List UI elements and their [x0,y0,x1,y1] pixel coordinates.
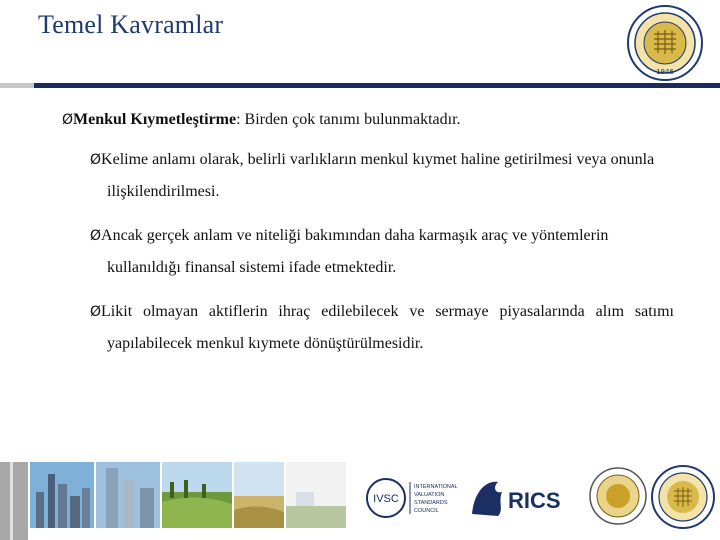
rics-lion-icon [468,474,578,522]
bullet-3-text: Likit olmayan aktiflerin ihraç edilebilecek ve sermaye piyasalarında alım satımı yapılabilecek menkul kıymete dönüştürülmesidir. [101,303,674,352]
main-definition: : Birden çok tanımı bulunmaktadır. [236,111,461,128]
arrow-bullet-icon: Ø [90,228,102,244]
ivsc-sub-4: COUNCIL [414,508,439,514]
main-point [62,108,674,132]
arrow-bullet-icon: Ø [90,304,102,320]
footer-gray-stripe [10,462,13,540]
countryside-photo [162,462,232,528]
footer-gray-bar [0,462,28,540]
header-divider-left [0,83,34,88]
slide-content [62,108,674,360]
ankara-university-logo [626,4,704,82]
header-divider [34,83,720,88]
bullet-1 [79,144,674,208]
field-photo [234,462,284,528]
ankara-logo-year: 1946 [656,68,674,76]
main-term: Menkul Kıymetleştirme [73,111,237,128]
bullet-2 [79,220,674,284]
rics-logo [468,474,578,522]
ivsc-text: IVSC [373,493,399,505]
arrow-bullet-icon: Ø [90,152,102,168]
ivsc-sub-3: STANDARDS [414,500,448,506]
page-title: Temel Kavramlar [38,10,224,39]
university-seal-icon [588,466,648,526]
bullet-3 [79,296,674,360]
rics-text: RICS [508,488,561,513]
city-skyline-photo [30,462,94,528]
footer-banner [0,462,720,540]
ivsc-emblem-icon [366,476,462,520]
arrow-bullet-icon: Ø [62,112,74,128]
ivsc-sub-2: VALUATION [414,492,445,498]
ivsc-sub-1: INTERNATIONAL [414,484,458,490]
ankara-university-seal-icon [650,464,716,530]
towers-photo [96,462,160,528]
bullet-2-text: Ancak gerçek anlam ve niteliği bakımından daha karmaşık araç ve yöntemlerin kullanıldığı finansal sistemi ifade etmektedir. [101,227,609,276]
bullet-1-text: Kelime anlamı olarak, belirli varlıkların menkul kıymet haline getirilmesi veya onunla ilişkilendirilmesi. [101,151,655,200]
landscape-photo [286,462,346,528]
ivsc-logo [366,476,462,520]
